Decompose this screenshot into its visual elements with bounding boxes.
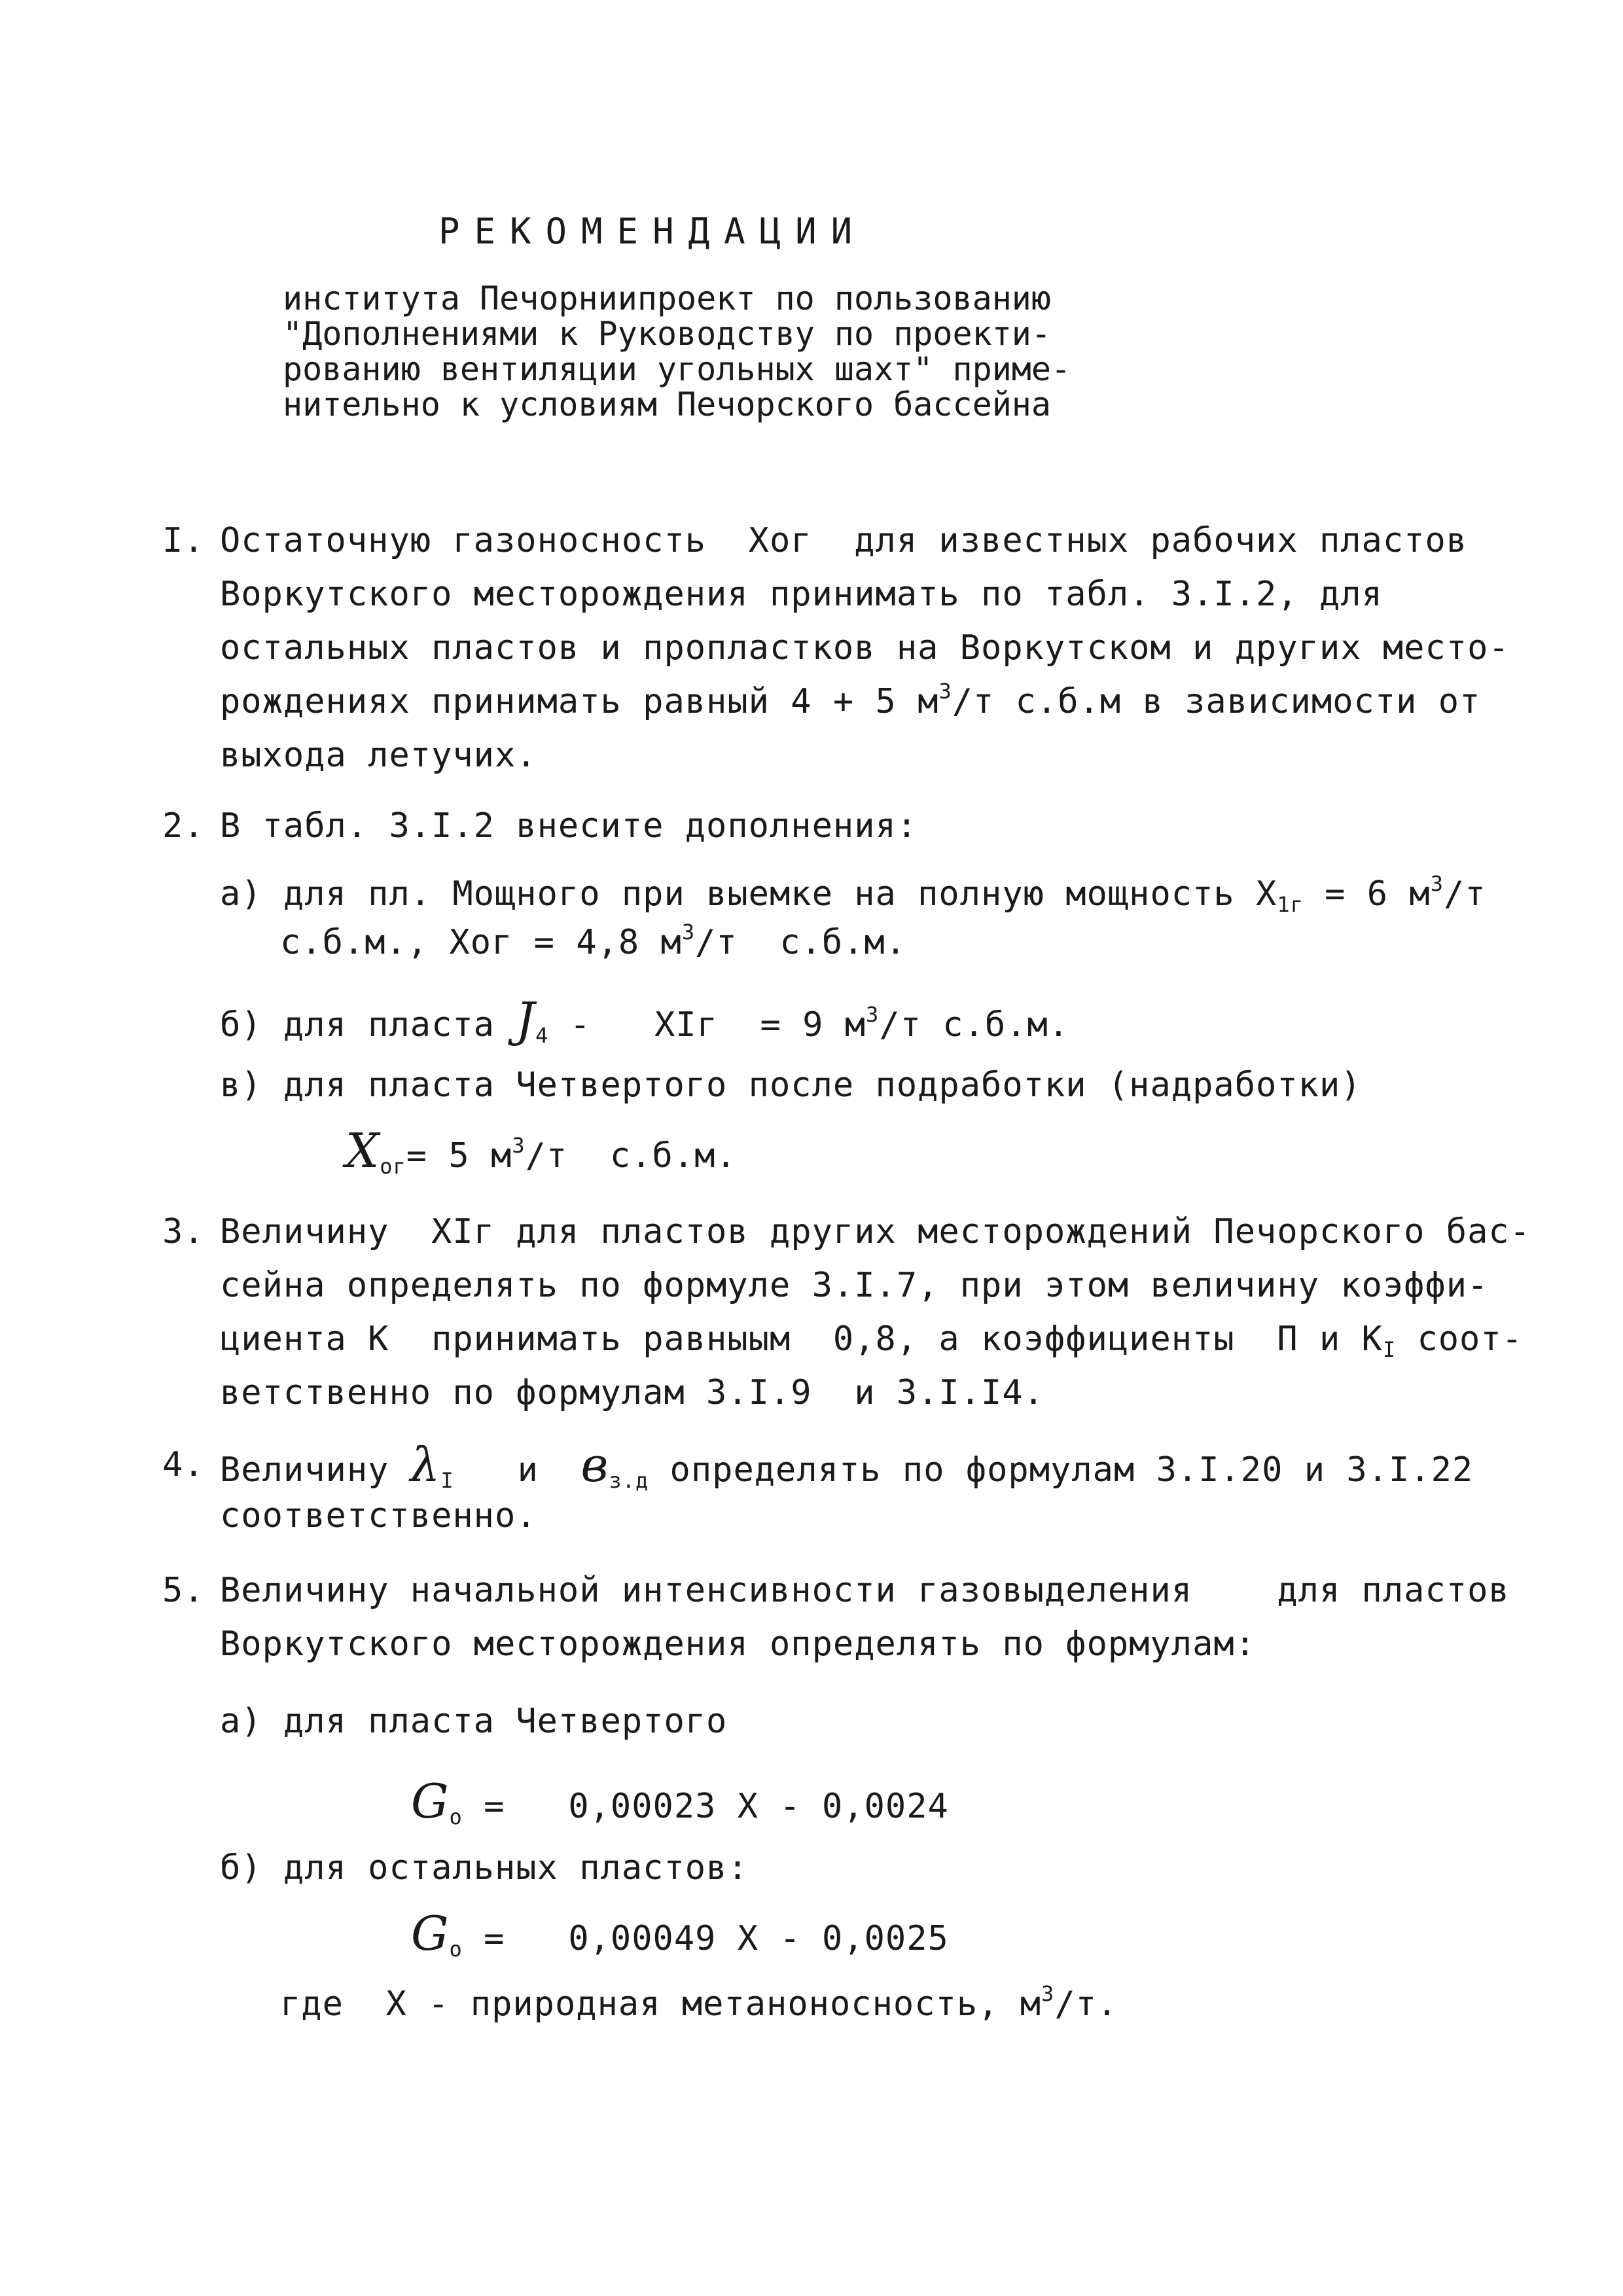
p4-line-1: Величину $\lambda_I$ и $в_{з.д}$ определять по формулам 3.I.20 и 3.I.22: [220, 1437, 1474, 1493]
p5-formula-2: $G_о = 0,00049$ Х - 0,0025: [411, 1906, 949, 1962]
handwritten-symbol-sigma: G: [411, 1906, 450, 1961]
p3-line-4: ветственно по формулам 3.I.9 и 3.I.I4.: [220, 1373, 1044, 1412]
subtitle-line-4: нительно к условиям Печорского бассейна: [283, 386, 1051, 423]
p5-line-1: Величину начальной интенсивности газовыделения для пластов: [220, 1571, 1510, 1610]
p3-line-2: сейна определять по формуле 3.I.7, при этом величину коэффи-: [220, 1266, 1489, 1305]
p5-item-b: б) для остальных пластов:: [220, 1848, 749, 1888]
p3-line-3: циента К принимать равныым 0,8, а коэффициенты П и $К_I$ соот-: [220, 1319, 1523, 1362]
p1-line-3: остальных пластов и пропластков на Воркутском и других место-: [220, 628, 1510, 668]
p4-line-2: соответственно.: [220, 1496, 537, 1535]
p2-item-c-line-2: $Х_{ог}= 5$ $м^3/т$ с.б.м.: [346, 1123, 737, 1179]
p2-item-c-line-1: в) для пласта Четвертого после подработки (надработки): [220, 1066, 1362, 1105]
handwritten-symbol-b: в: [580, 1437, 609, 1492]
p5-item-a: а) для пласта Четвертого: [220, 1702, 728, 1741]
p5-where: где Х - природная метаноносность, $м^3/т$.: [280, 1981, 1118, 2024]
subtitle-line-2: "Дополнениями к Руководству по проекти-: [283, 315, 1051, 353]
p3-number: 3.: [162, 1212, 205, 1251]
handwritten-symbol-lambda: λ: [410, 1437, 441, 1492]
p5-line-2: Воркутского месторождения определять по формулам:: [220, 1624, 1257, 1664]
p2-item-a-line-1: а) для пл. Мощного при выемке на полную мощность $Х_{1г} = 6$ $м^3/т$: [220, 871, 1486, 917]
subtitle-line-3: рованию вентиляции угольных шахт" приме-: [283, 350, 1071, 388]
p1-line-1: Остаточную газоносность Хог для известных рабочих пластов: [220, 521, 1468, 560]
p3-line-1: Величину ХIг для пластов других месторождений Печорского бас-: [220, 1212, 1531, 1251]
p1-line-4: рождениях принимать равный 4 + 5 $м^3/т$ с.б.м в зависимости от: [220, 679, 1481, 721]
doc-title: РЕКОМЕНДАЦИИ: [438, 211, 867, 252]
subtitle-line-1: института Печорниипроект по пользованию: [283, 279, 1051, 317]
p2-number: 2.: [162, 806, 205, 846]
p1-line-5: выхода летучих.: [220, 736, 537, 775]
p1-number: I.: [162, 521, 205, 560]
handwritten-symbol-j4: J: [516, 992, 536, 1047]
handwritten-symbol-x: Х: [346, 1123, 380, 1178]
p4-number: 4.: [162, 1445, 205, 1484]
p5-formula-1: $G_о = 0,00023$ Х - 0,0024: [411, 1774, 949, 1829]
p2-line-1: В табл. 3.I.2 внесите дополнения:: [220, 806, 918, 846]
p2-item-b: б) для пласта $J_4$ - ХIг = 9 $м^3/т$ с.б.м.: [220, 992, 1070, 1048]
p1-line-2: Воркутского месторождения принимать по табл. 3.I.2, для: [220, 575, 1383, 614]
p5-number: 5.: [162, 1571, 205, 1610]
handwritten-symbol-sigma: G: [411, 1774, 450, 1829]
p2-item-a-line-2: с.б.м., Хог = 4,8 $м^3/т$ с.б.м.: [280, 920, 907, 962]
